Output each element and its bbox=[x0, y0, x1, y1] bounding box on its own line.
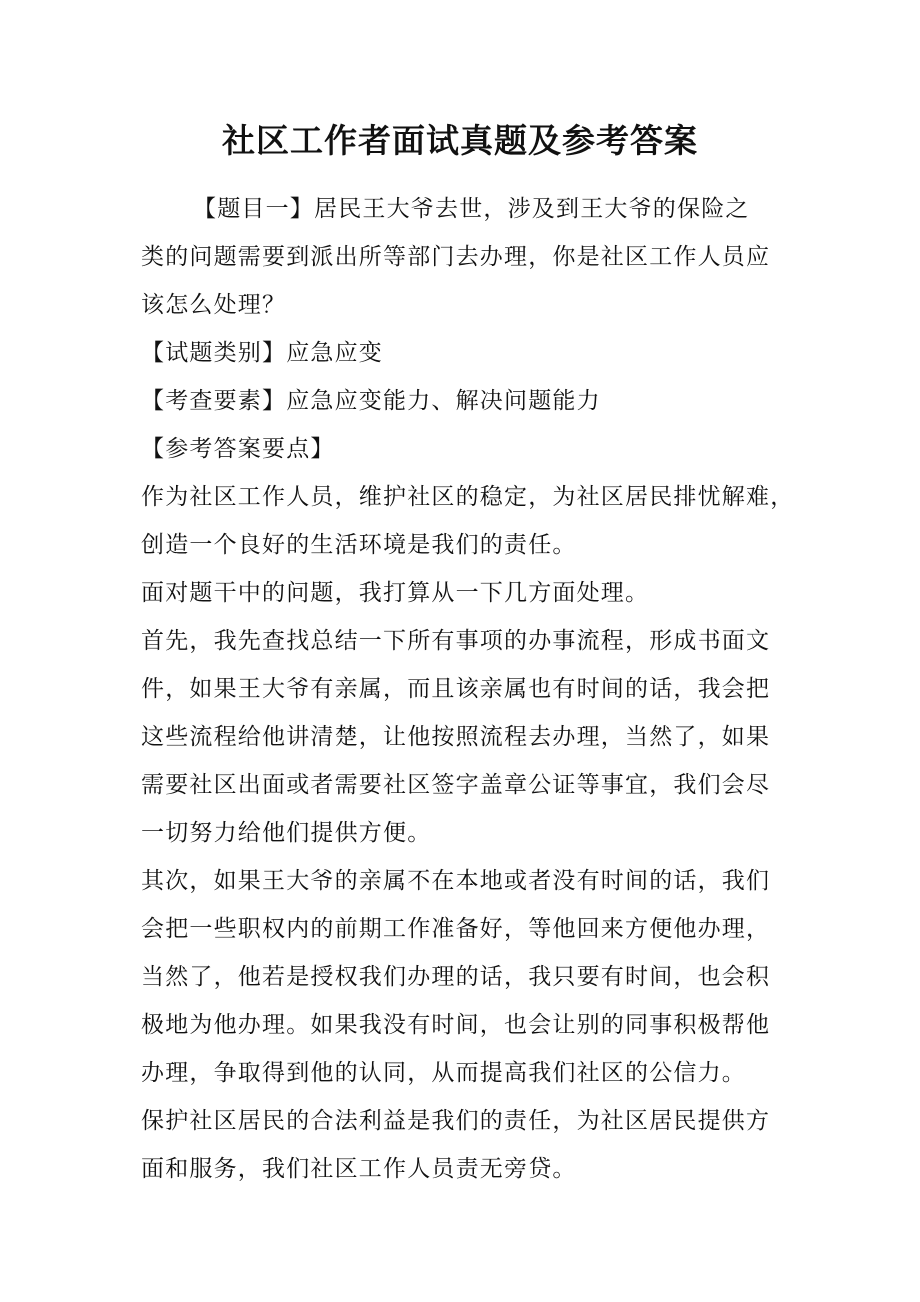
answer-heading: 【参考答案要点】 bbox=[141, 436, 335, 462]
answer-line: 保护社区居民的合法利益是我们的责任，为社区居民提供方 bbox=[141, 1108, 771, 1134]
document-title: 社区工作者面试真题及参考答案 bbox=[222, 121, 698, 160]
question-line: 【题目一】居民王大爷去世，涉及到王大爷的保险之 bbox=[193, 196, 750, 222]
answer-line: 一切努力给他们提供方便。 bbox=[141, 820, 432, 846]
category-line: 【试题类别】应急应变 bbox=[141, 340, 383, 366]
answer-line: 办理，争取得到他的认同，从而提高我们社区的公信力。 bbox=[141, 1060, 746, 1086]
answer-line: 首先，我先查找总结一下所有事项的办事流程，形成书面文 bbox=[141, 628, 771, 654]
question-line: 类的问题需要到派出所等部门去办理，你是社区工作人员应 bbox=[141, 244, 771, 270]
answer-line: 会把一些职权内的前期工作准备好，等他回来方便他办理， bbox=[141, 916, 771, 942]
answer-line: 作为社区工作人员，维护社区的稳定，为社区居民排忧解难， bbox=[141, 484, 795, 510]
question-line: 该怎么处理？ bbox=[141, 292, 287, 318]
answer-line: 需要社区出面或者需要社区签字盖章公证等事宜，我们会尽 bbox=[141, 772, 771, 798]
answer-line: 这些流程给他讲清楚，让他按照流程去办理，当然了，如果 bbox=[141, 724, 771, 750]
answer-line: 其次，如果王大爷的亲属不在本地或者没有时间的话，我们 bbox=[141, 868, 771, 894]
answer-line: 当然了，他若是授权我们办理的话，我只要有时间，也会积 bbox=[141, 964, 771, 990]
document-body bbox=[141, 185, 795, 1193]
answer-line: 极地为他办理。如果我没有时间，也会让别的同事积极帮他 bbox=[141, 1012, 771, 1038]
answer-line: 面对题干中的问题，我打算从一下几方面处理。 bbox=[141, 580, 650, 606]
elements-line: 【考查要素】应急应变能力、解决问题能力 bbox=[141, 388, 601, 414]
answer-line: 创造一个良好的生活环境是我们的责任。 bbox=[141, 532, 577, 558]
answer-line: 件，如果王大爷有亲属，而且该亲属也有时间的话，我会把 bbox=[141, 676, 771, 702]
answer-line: 面和服务，我们社区工作人员责无旁贷。 bbox=[141, 1156, 577, 1182]
